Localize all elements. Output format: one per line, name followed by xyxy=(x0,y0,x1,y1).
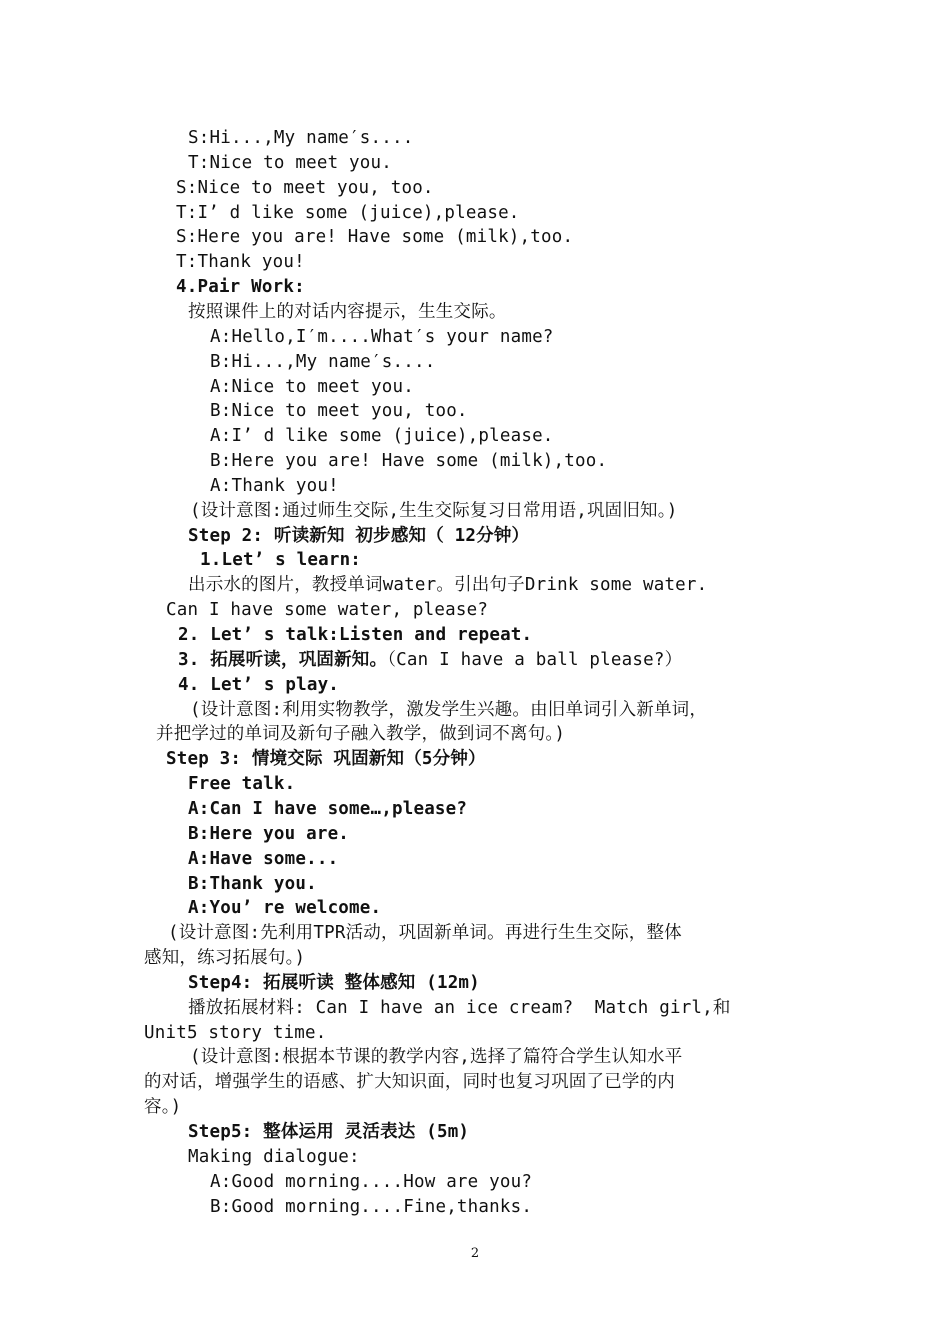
text-line xyxy=(210,375,414,399)
text-line xyxy=(156,722,565,746)
line-text: B:Here you are! Have some (milk),too. xyxy=(210,451,608,472)
text-line xyxy=(144,1070,675,1094)
line-text: 按照课件上的对话内容提示，生生交际。 xyxy=(188,301,507,322)
text-line xyxy=(176,250,305,274)
text-line xyxy=(210,474,339,498)
text-line xyxy=(188,1145,360,1169)
text-line xyxy=(188,772,295,796)
text-line xyxy=(178,623,532,647)
line-text: Step 3: 情境交际 巩固新知（5分钟） xyxy=(166,749,486,770)
text-line xyxy=(144,1095,181,1119)
line-text: A:Have some... xyxy=(188,848,339,869)
text-line xyxy=(176,201,520,225)
line-text: A:Thank you! xyxy=(210,475,339,496)
text-line xyxy=(176,176,434,200)
line-text: A:Can I have some…,please? xyxy=(188,798,468,819)
text-line xyxy=(188,524,529,548)
text-line xyxy=(210,350,435,374)
line-text: 并把学过的单词及新句子融入教学，做到词不离句。) xyxy=(156,724,566,745)
text-line xyxy=(188,996,731,1020)
line-text: A:Good morning....How are you? xyxy=(210,1171,533,1192)
line-text: S:Hi...,My name′s.... xyxy=(188,128,414,148)
line-text: Step5: 整体运用 灵活表达 (5m) xyxy=(188,1122,470,1142)
text-line xyxy=(210,1195,532,1219)
line-text: (设计意图:利用实物教学，激发学生兴趣。由旧单词引入新单词， xyxy=(190,699,708,720)
line-text: T:Nice to meet you. xyxy=(188,152,392,173)
line-text: S:Nice to meet you, too. xyxy=(176,177,434,198)
page-number: 2 xyxy=(470,1246,480,1261)
line-text: (设计意图:根据本节课的教学内容,选择了篇符合学生认知水平 xyxy=(190,1047,683,1068)
line-text: A:You’ re welcome. xyxy=(188,898,382,919)
text-line xyxy=(166,598,488,622)
text-line xyxy=(188,300,507,324)
line-text: Unit5 story time. xyxy=(144,1022,327,1043)
line-text: 出示水的图片，教授单词water。引出句子Drink some water. xyxy=(188,575,708,596)
line-suffix: （Can I have a ball please?） xyxy=(387,649,683,670)
line-text: 1.Let’ s learn: xyxy=(200,550,362,571)
line-text: A:I’ d like some (juice),please. xyxy=(210,426,554,447)
line-text: Can I have some water, please? xyxy=(166,600,489,621)
line-text: 4.Pair Work: xyxy=(176,277,305,298)
text-line xyxy=(188,896,381,920)
line-text: 4. Let’ s play. xyxy=(178,674,340,695)
line-text: B:Here you are. xyxy=(188,823,350,844)
text-line xyxy=(178,648,682,672)
text-line xyxy=(188,126,413,150)
line-text: A:Hello,I′m....What′s your name? xyxy=(210,326,554,347)
line-text: 感知，练习拓展句。) xyxy=(144,948,306,969)
text-line xyxy=(188,847,338,871)
line-text: 2. Let’ s talk:Listen and repeat. xyxy=(178,625,533,645)
text-line xyxy=(176,275,305,299)
text-line xyxy=(188,1120,469,1144)
line-text: 播放拓展材料: Can I have an ice cream? Match girl,和 xyxy=(188,997,731,1018)
text-line xyxy=(210,449,607,473)
text-line xyxy=(190,1045,682,1069)
text-line xyxy=(188,822,349,846)
line-text: B:Good morning....Fine,thanks. xyxy=(210,1196,533,1217)
text-line xyxy=(200,548,361,572)
text-line xyxy=(210,424,554,448)
text-line xyxy=(166,747,486,771)
line-text: (设计意图:通过师生交际,生生交际复习日常用语,巩固旧知。) xyxy=(190,500,678,521)
line-text: Making dialogue: xyxy=(188,1146,360,1167)
line-text: (设计意图:先利用TPR活动，巩固新单词。再进行生生交际，整体 xyxy=(168,923,682,944)
text-line xyxy=(188,151,392,175)
text-line xyxy=(144,946,305,970)
text-line xyxy=(144,1021,327,1045)
text-line xyxy=(178,673,339,697)
text-line xyxy=(188,971,480,995)
line-text: 的对话，增强学生的语感、扩大知识面，同时也复习巩固了已学的内 xyxy=(144,1072,675,1093)
text-line xyxy=(188,872,317,896)
text-line xyxy=(190,499,677,523)
line-text: 容。) xyxy=(144,1097,182,1118)
text-line xyxy=(210,399,468,423)
text-line xyxy=(190,698,707,722)
text-line xyxy=(168,921,682,945)
text-line xyxy=(176,225,573,249)
text-line xyxy=(188,573,707,597)
line-text: S:Here you are! Have some (milk),too. xyxy=(176,227,574,248)
line-text: T:I’ d like some (juice),please. xyxy=(176,202,520,223)
line-text: B:Nice to meet you, too. xyxy=(210,401,468,422)
line-text: A:Nice to meet you. xyxy=(210,376,414,397)
line-text: B:Thank you. xyxy=(188,873,317,894)
line-text: 3. 拓展听读，巩固新知。 xyxy=(178,649,388,670)
text-line xyxy=(188,797,467,821)
text-line xyxy=(210,1170,532,1194)
line-text: T:Thank you! xyxy=(176,252,305,273)
text-line xyxy=(210,325,554,349)
line-text: Step4: 拓展听读 整体感知 (12m) xyxy=(188,972,480,993)
line-text: B:Hi...,My name′s.... xyxy=(210,351,436,372)
line-text: Free talk. xyxy=(188,774,296,795)
line-text: Step 2: 听读新知 初步感知（ 12分钟） xyxy=(188,525,530,546)
